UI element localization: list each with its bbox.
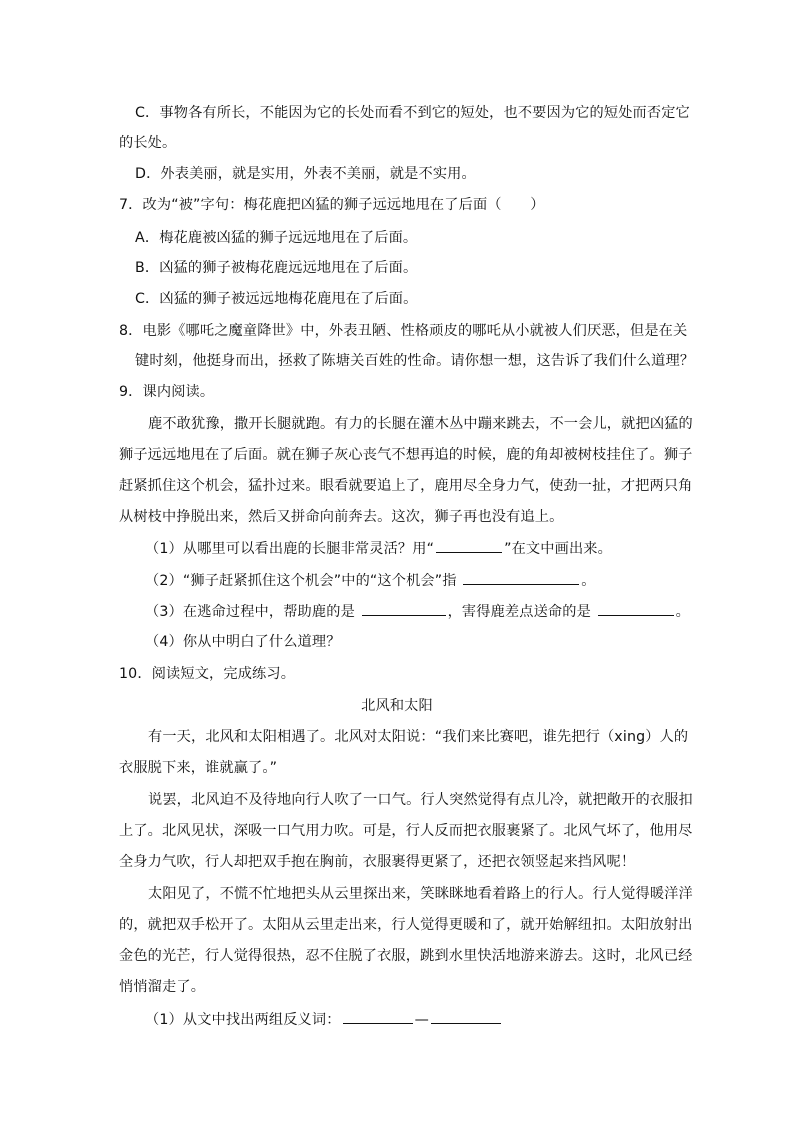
q10-sub1 xyxy=(145,1009,503,1030)
q7-option-c: C．凶猛的狮子被远远地梅花鹿甩在了后面。 xyxy=(135,291,418,307)
q10-stem: 10．阅读短文，完成练习。 xyxy=(119,666,296,682)
q9-stem: 9．课内阅读。 xyxy=(119,384,215,400)
q9-passage-line: 从树枝中挣脱出来，然后又拼命向前奔去。这次，狮子再也没有追上。 xyxy=(119,509,564,525)
q10-passage-line: 上了。北风见状，深吸一口气用力吹。可是，行人反而把衣服裹紧了。北风气坏了，他用尽 xyxy=(119,823,693,839)
q6-option-d: D．外表美丽，就是实用，外表不美丽，就是不实用。 xyxy=(135,166,476,182)
q6-option-c: C．事物各有所长，不能因为它的长处而看不到它的短处，也不要因为它的短处而否定它 xyxy=(135,105,690,121)
q9-passage-line: 狮子远远地甩在了后面。就在狮子灰心丧气不想再追的时候，鹿的角却被树枝挂住了。狮子 xyxy=(119,447,693,463)
q9-sub2 xyxy=(145,570,596,591)
q10-passage-line: 有一天，北风和太阳相遇了。北风对太阳说：“我们来比赛吧，谁先把行（xing）人的 xyxy=(148,729,689,745)
q10-sub1-blank-b[interactable] xyxy=(431,1009,501,1024)
q7-stem: 7．改为“被”字句：梅花鹿把凶猛的狮子远远地甩在了后面（ ） xyxy=(119,197,545,213)
q10-passage-line: 说罢，北风迫不及待地向行人吹了一口气。行人突然觉得有点儿冷，就把敞开的衣服扣 xyxy=(148,792,693,808)
q10-passage-line: 全身力气吹，行人却把双手抱在胸前，衣服裹得更紧了，还把衣领竖起来挡风呢！ xyxy=(119,854,636,870)
q9-passage-line: 赶紧抓住这个机会，猛扑过来。眼看就要追上了，鹿用尽全身力气，使劲一扯，才把两只角 xyxy=(119,478,693,494)
q10-passage-line: 太阳见了，不慌不忙地把头从云里探出来，笑眯眯地看着路上的行人。行人觉得暖洋洋 xyxy=(148,886,693,902)
q10-sub1-dash: — xyxy=(414,1012,429,1028)
q8-line2: 键时刻，他挺身而出，拯救了陈塘关百姓的性命。请你想一想，这告诉了我们什么道理？ xyxy=(135,353,695,369)
q9-sub1-text: （1）从哪里可以看出鹿的长腿非常灵活？用“ xyxy=(145,541,435,557)
q7-option-b: B．凶猛的狮子被梅花鹿远远地甩在了后面。 xyxy=(135,260,418,276)
q10-sub1-text: （1）从文中找出两组反义词： xyxy=(145,1012,341,1028)
q10-sub1-blank-a[interactable] xyxy=(343,1009,413,1024)
q9-sub3-text-mid: ，害得鹿差点送命的是 xyxy=(447,604,596,620)
q9-sub4: （4）你从中明白了什么道理？ xyxy=(145,634,341,650)
q6-option-c-cont: 的长处。 xyxy=(119,135,177,151)
q9-sub3-text-end: 。 xyxy=(675,604,690,620)
q9-sub2-blank[interactable] xyxy=(463,570,579,585)
q9-sub2-text: （2）“狮子赶紧抓住这个机会”中的“这个机会”指 xyxy=(145,573,462,589)
q10-passage-line: 悄悄溜走了。 xyxy=(119,979,206,995)
q9-sub1-text-end: ”在文中画出来。 xyxy=(504,541,612,557)
q9-passage-line: 鹿不敢犹豫，撒开长腿就跑。有力的长腿在灌木丛中蹦来跳去，不一会儿，就把凶猛的 xyxy=(148,416,693,432)
q9-sub1-blank[interactable] xyxy=(436,538,502,553)
q9-sub3-blank-helper[interactable] xyxy=(362,601,446,616)
q9-sub2-text-end: 。 xyxy=(581,573,596,589)
q10-passage-line: 的，就把双手松开了。太阳从云里走出来，行人觉得更暖和了，就开始解纽扣。太阳放射出 xyxy=(119,917,693,933)
q9-sub3-blank-harm[interactable] xyxy=(598,601,674,616)
q9-sub1 xyxy=(145,538,612,559)
q8-line1: 8．电影《哪吒之魔童降世》中，外表丑陋、性格顽皮的哪吒从小就被人们厌恶，但是在关 xyxy=(119,323,688,339)
q9-sub3-text: （3）在逃命过程中，帮助鹿的是 xyxy=(145,604,360,620)
q9-sub3 xyxy=(145,601,690,622)
q7-option-a: A．梅花鹿被凶猛的狮子远远地甩在了后面。 xyxy=(135,230,418,246)
q10-passage-title: 北风和太阳 xyxy=(361,698,433,714)
q10-passage-line: 金色的光芒，行人觉得很热，忍不住脱了衣服，跳到水里快活地游来游去。这时，北风已经 xyxy=(119,948,693,964)
q10-passage-line: 衣服脱下来，谁就赢了。” xyxy=(119,760,278,776)
